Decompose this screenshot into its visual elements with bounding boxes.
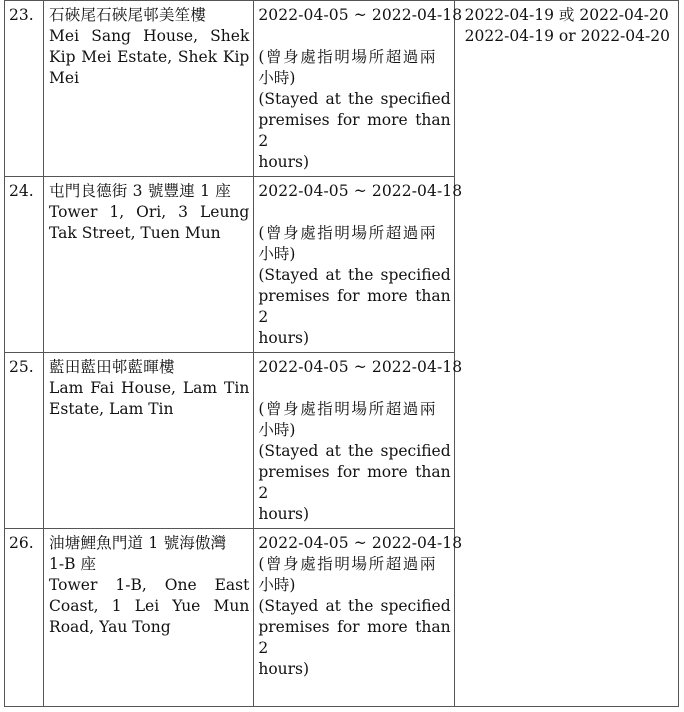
premises-cell [44, 353, 254, 529]
stay-note-en-line-1: (Stayed at the specified [258, 442, 451, 460]
stay-note-zh-line-1: (曾身處指明場所超過兩 [258, 48, 437, 66]
stay-note-en-line-3: hours) [258, 153, 310, 171]
premises-name-zh: 油塘鯉魚門道 1 號海傲灣 [49, 534, 227, 552]
premises-table [4, 0, 679, 707]
premises-name-zh: 藍田藍田邨藍暉樓 [49, 358, 175, 376]
item-number: 24. [5, 177, 44, 353]
stay-note-zh-line-2: 小時) [258, 69, 296, 87]
premises-cell [44, 1, 254, 177]
premises-name-zh: 石硤尾石硤尾邨美笙樓 [49, 6, 207, 24]
stay-note-en-line-1: (Stayed at the specified [258, 266, 451, 284]
test-dates-en: 2022-04-19 or 2022-04-20 [464, 27, 670, 45]
premises-name-en: Tower 1, Ori, 3 Leung Tak Street, Tuen Mun [49, 203, 250, 242]
stay-note-zh-line-1: (曾身處指明場所超過兩 [258, 224, 437, 242]
stay-note-en-line-2: premises for more than 2 [258, 463, 451, 502]
period-cell [254, 177, 463, 353]
period-cell [254, 353, 463, 529]
premises-name-en: Mei Sang House, Shek Kip Mei Estate, Shek Kip Mei [49, 27, 250, 87]
premises-cell [44, 177, 254, 353]
visit-period: 2022-04-05 ~ 2022-04-18 [258, 182, 463, 200]
visit-period: 2022-04-05 ~ 2022-04-18 [258, 358, 463, 376]
period-cell [254, 1, 463, 177]
stay-note-en-line-2: premises for more than 2 [258, 111, 451, 150]
item-number: 25. [5, 353, 44, 529]
stay-note-en-line-2: premises for more than 2 [258, 618, 451, 657]
stay-note-en-line-1: (Stayed at the specified [258, 90, 451, 108]
stay-note-en-line-2: premises for more than 2 [258, 287, 451, 326]
table-row [5, 1, 679, 177]
stay-note-zh-line-2: 小時) [258, 421, 296, 439]
premises-name-en: Lam Fai House, Lam Tin Estate, Lam Tin [49, 379, 250, 418]
premises-name-en: Tower 1-B, One East Coast, 1 Lei Yue Mun Road, Yau Tong [49, 576, 250, 636]
item-number: 26. [5, 529, 44, 707]
premises-name-zh-line-2: 1-B 座 [49, 555, 96, 573]
stay-note-en-line-3: hours) [258, 505, 310, 523]
stay-note-zh-line-2: 小時) [258, 576, 296, 594]
item-number: 23. [5, 1, 44, 177]
premises-name-zh: 屯門良德街 3 號豐連 1 座 [49, 182, 231, 200]
stay-note-zh-line-1: (曾身處指明場所超過兩 [258, 555, 437, 573]
stay-note-zh-line-2: 小時) [258, 245, 296, 263]
stay-note-zh-line-1: (曾身處指明場所超過兩 [258, 400, 437, 418]
test-dates-cell [454, 1, 678, 707]
period-cell [254, 529, 463, 707]
test-dates-zh: 2022-04-19 或 2022-04-20 [464, 6, 669, 24]
stay-note-en-line-1: (Stayed at the specified [258, 597, 451, 615]
visit-period: 2022-04-05 ~ 2022-04-18 [258, 534, 463, 552]
visit-period: 2022-04-05 ~ 2022-04-18 [258, 6, 463, 24]
stay-note-en-line-3: hours) [258, 329, 310, 347]
stay-note-en-line-3: hours) [258, 660, 310, 678]
premises-cell [44, 529, 254, 707]
